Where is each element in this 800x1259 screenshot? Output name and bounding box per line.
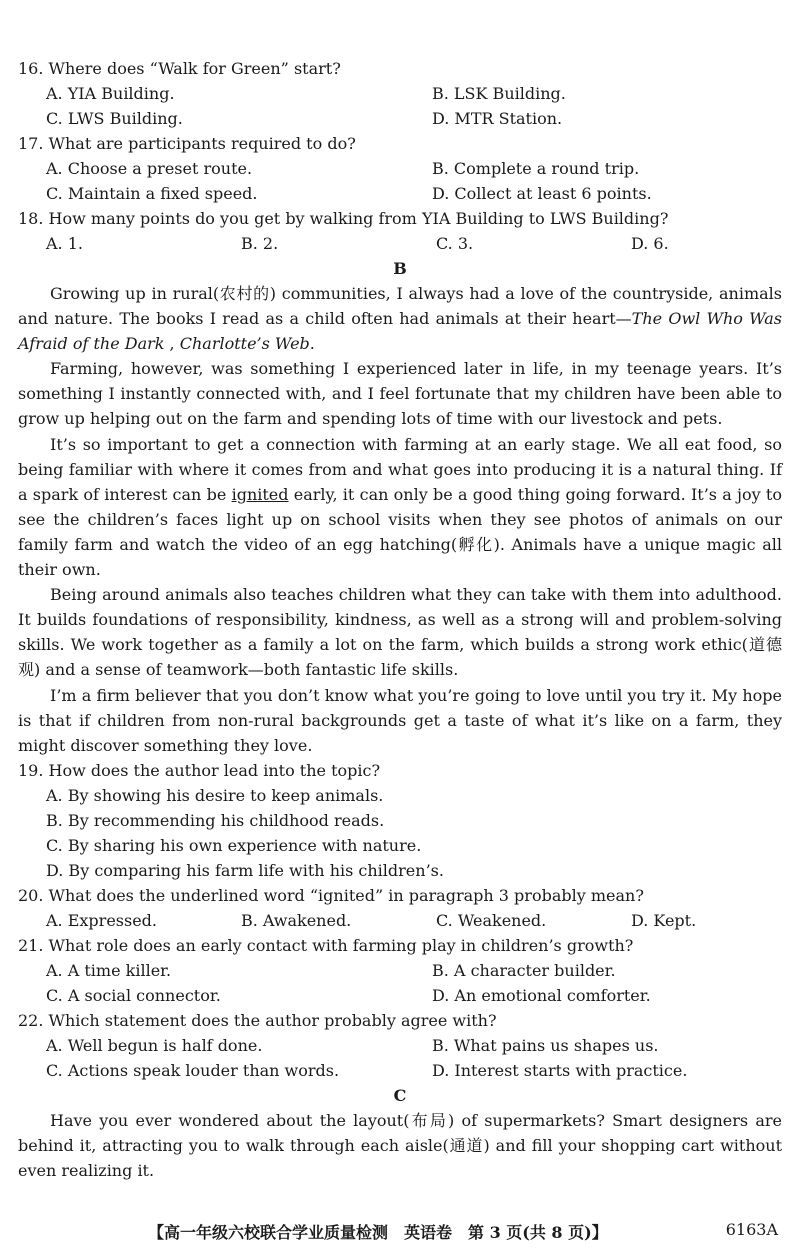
paragraph-text: Growing up in rural(农村的) communities, I always had a love of the countryside, animals and nature. The books I read as a child often had animals at their heart— <box>18 284 782 329</box>
question-22-stem: 22. Which statement does the author probably agree with? <box>18 1010 497 1030</box>
paragraph-text-2: early, it can only be a good thing going forward. It’s a joy to see the children’s faces light up on school visits when they see photos of animals on our family farm and watch the video of an egg hatching(孵化). Animals have a unique magic all their own. <box>18 484 782 580</box>
option-c: C. Weakened. <box>436 910 547 930</box>
option-c: C. A social connector. <box>46 985 221 1005</box>
exam-page <box>18 56 782 1183</box>
option-a: A. 1. <box>46 234 83 253</box>
period: . <box>309 334 315 354</box>
section-b-title: B <box>393 259 407 278</box>
question-21-stem: 21. What role does an early contact with farming play in children’s growth? <box>18 935 634 955</box>
question-16-stem: 16. Where does “Walk for Green” start? <box>18 59 341 78</box>
question-16-options-2 <box>18 106 782 131</box>
paragraph-text: It’s so important to get a connection with farming at an early stage. We all eat food, so being familiar with where it comes from and what goes into producing it is a natural thing. If a spark of interest can be <box>18 434 782 504</box>
option-b: B. LSK Building. <box>432 84 566 103</box>
question-22-options-2 <box>18 1058 782 1083</box>
option-d: D. Interest starts with practice. <box>432 1060 688 1080</box>
option-c: C. Actions speak louder than words. <box>46 1060 340 1080</box>
question-19-stem: 19. How does the author lead into the topic? <box>18 760 381 780</box>
question-17-options <box>18 156 782 181</box>
separator: , <box>164 334 180 354</box>
question-20-stem: 20. What does the underlined word “ignited” in paragraph 3 probably mean? <box>18 885 644 905</box>
option-b: B. Complete a round trip. <box>432 159 640 178</box>
passage-c-paragraph-1: Have you ever wondered about the layout(布局) of supermarkets? Smart designers are behind it, attracting you to walk through each aisle(通道) and fill your shopping cart without even realizing it. <box>18 1110 782 1180</box>
passage-b-paragraph-1 <box>18 281 782 356</box>
question-19-option-b: B. By recommending his childhood reads. <box>46 810 385 830</box>
section-c-title: C <box>393 1085 407 1105</box>
question-19-option-c: C. By sharing his own experience with nature. <box>46 835 422 855</box>
question-16-options <box>18 81 782 106</box>
option-c: C. Maintain a fixed speed. <box>46 184 258 203</box>
book-title-1: The Owl Who Was Afraid of the Dark <box>18 309 782 354</box>
question-17-stem: 17. What are participants required to do? <box>18 134 356 153</box>
option-d: D. 6. <box>631 234 669 253</box>
option-a: A. A time killer. <box>46 960 172 980</box>
question-18-options <box>18 231 782 256</box>
passage-b-paragraph-4: Being around animals also teaches children what they can take with them into adulthood. It builds foundations of responsibility, kindness, as well as a strong will and problem-solving skills. We work together as a family a lot on the farm, which builds a strong work ethic(道德观) and a sense of teamwork—both fantastic life skills. <box>18 585 782 680</box>
option-b: B. What pains us shapes us. <box>432 1035 659 1055</box>
question-21-options-2 <box>18 983 782 1008</box>
book-title-2: Charlotte’s Web <box>179 334 310 354</box>
question-19-option-d: D. By comparing his farm life with his children’s. <box>46 860 444 880</box>
question-17-options-2 <box>18 181 782 206</box>
underlined-word: ignited <box>231 484 289 504</box>
option-c: C. 3. <box>436 234 474 253</box>
question-19-option-a: A. By showing his desire to keep animals. <box>46 785 384 805</box>
footer-title: 【高一年级六校联合学业质量检测 英语卷 第 3 页(共 8 页)】 <box>148 1223 608 1242</box>
option-b: B. A character builder. <box>432 960 616 980</box>
passage-b-paragraph-3 <box>18 432 782 583</box>
passage-b-paragraph-5: I’m a firm believer that you don’t know what you’re going to love until you try it. My hope is that if children from non-rural backgrounds get a taste of what it’s like on a farm, they might discover something they love. <box>18 685 782 755</box>
option-a: A. YIA Building. <box>46 84 175 103</box>
footer-code: 6163A <box>725 1220 778 1239</box>
option-d: D. An emotional comforter. <box>432 985 651 1005</box>
option-a: A. Choose a preset route. <box>46 159 253 178</box>
option-b: B. Awakened. <box>241 910 352 930</box>
question-18-stem: 18. How many points do you get by walking from YIA Building to LWS Building? <box>18 209 669 228</box>
option-d: D. Kept. <box>631 910 697 930</box>
option-a: A. Well begun is half done. <box>46 1035 263 1055</box>
page-footer <box>0 1220 800 1244</box>
option-d: D. MTR Station. <box>432 109 563 128</box>
option-d: D. Collect at least 6 points. <box>432 184 652 203</box>
passage-b-paragraph-2: Farming, however, was something I experienced later in life, in my teenage years. It’s something I instantly connected with, and I feel fortunate that my children have been able to grow up helping out on the farm and spending lots of time with our livestock and pets. <box>18 359 782 429</box>
question-22-options <box>18 1033 782 1058</box>
question-21-options <box>18 958 782 983</box>
question-20-options <box>18 908 782 933</box>
option-c: C. LWS Building. <box>46 109 183 128</box>
option-a: A. Expressed. <box>46 910 158 930</box>
option-b: B. 2. <box>241 234 279 253</box>
